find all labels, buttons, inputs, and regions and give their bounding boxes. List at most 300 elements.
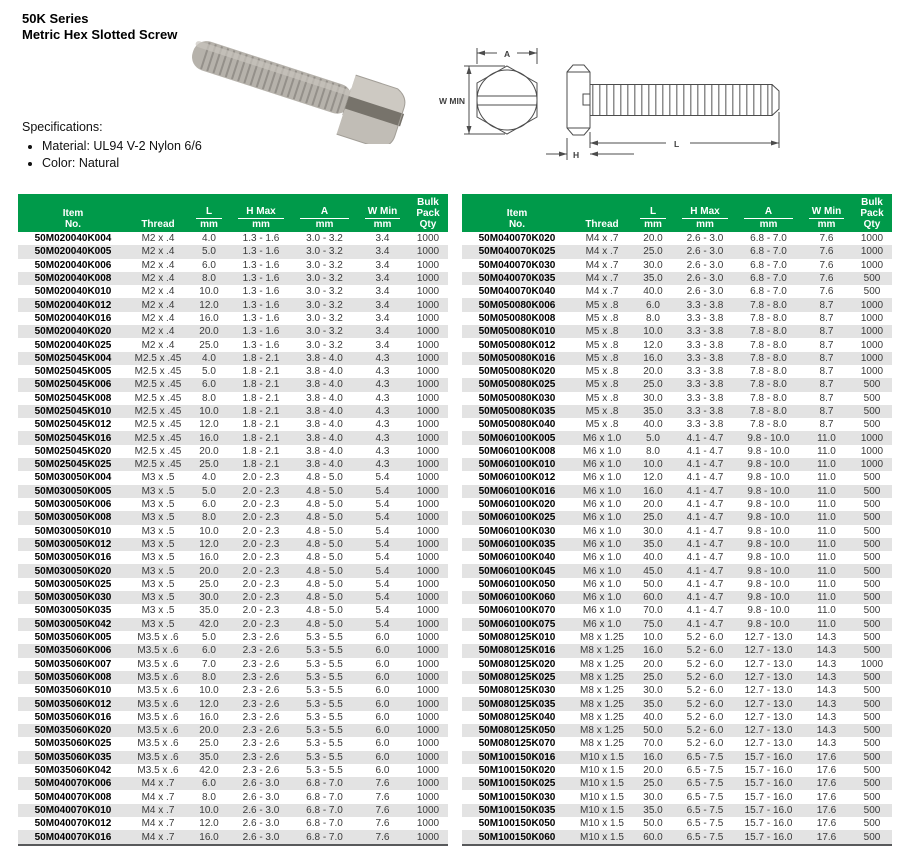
table-row <box>462 684 892 697</box>
cell-l-mm: 35.0 <box>199 751 219 763</box>
cell-item-no: 50M100150K025 <box>478 778 556 790</box>
cell-l-mm: 6.0 <box>202 645 216 657</box>
cell-bulk-pack-qty: 1000 <box>416 632 440 644</box>
cell-w-min-mm: 17.6 <box>816 778 837 790</box>
cell-w-min-mm: 3.4 <box>375 246 390 258</box>
cell-a-mm: 3.8 - 4.0 <box>306 459 343 471</box>
spec-material: • Material: UL94 V-2 Nylon 6/6 <box>42 138 202 155</box>
cell-w-min-mm: 11.0 <box>817 578 836 590</box>
cell-a-mm: 6.8 - 7.0 <box>306 778 343 790</box>
cell-bulk-pack-qty: 500 <box>863 698 881 710</box>
cell-l-mm: 8.0 <box>646 445 660 457</box>
table-row <box>462 538 892 551</box>
cell-bulk-pack-qty: 1000 <box>416 259 440 271</box>
table-row <box>462 272 892 285</box>
table-row <box>18 525 448 538</box>
cell-thread: M4 x .7 <box>141 804 175 816</box>
cell-a-mm: 3.8 - 4.0 <box>306 419 343 431</box>
cell-w-min-mm: 8.7 <box>819 352 834 364</box>
cell-thread: M3 x .5 <box>141 592 175 604</box>
cell-a-mm: 9.8 - 10.0 <box>747 459 790 471</box>
cell-thread: M8 x 1.25 <box>580 725 624 737</box>
table-row <box>462 564 892 577</box>
cell-bulk-pack-qty: 1000 <box>416 512 440 524</box>
col-header-qty: Bulk Pack Qty <box>852 194 892 232</box>
cell-bulk-pack-qty: 1000 <box>860 352 884 364</box>
cell-thread: M3 x .5 <box>141 512 175 524</box>
cell-w-min-mm: 8.7 <box>819 392 834 404</box>
cell-thread: M2.5 x .45 <box>134 419 182 431</box>
cell-l-mm: 5.0 <box>202 485 216 497</box>
cell-w-min-mm: 11.0 <box>817 432 836 444</box>
spec-color: • Color: Natural <box>42 155 202 172</box>
cell-l-mm: 45.0 <box>643 565 663 577</box>
cell-h-max-mm: 2.0 - 2.3 <box>242 592 280 604</box>
table-row <box>462 232 892 245</box>
cell-l-mm: 30.0 <box>643 685 663 697</box>
table-row <box>18 378 448 391</box>
cell-h-max-mm: 4.1 - 4.7 <box>686 605 724 617</box>
cell-w-min-mm: 11.0 <box>817 512 836 524</box>
cell-a-mm: 12.7 - 13.0 <box>744 671 793 683</box>
cell-a-mm: 9.8 - 10.0 <box>747 538 790 550</box>
cell-a-mm: 12.7 - 13.0 <box>744 725 793 737</box>
cell-thread: M10 x 1.5 <box>580 751 624 763</box>
cell-l-mm: 70.0 <box>643 605 663 617</box>
cell-a-mm: 4.8 - 5.0 <box>306 525 343 537</box>
table-row <box>18 498 448 511</box>
table-row <box>18 591 448 604</box>
cell-item-no: 50M025045K008 <box>34 392 112 404</box>
cell-item-no: 50M080125K040 <box>478 711 556 723</box>
cell-thread: M4 x .7 <box>141 778 175 790</box>
table-row <box>462 804 892 817</box>
cell-h-max-mm: 2.6 - 3.0 <box>242 791 280 803</box>
cell-thread: M3.5 x .6 <box>137 645 179 657</box>
cell-w-min-mm: 14.3 <box>816 725 837 737</box>
table-row <box>18 232 448 245</box>
cell-h-max-mm: 2.6 - 3.0 <box>686 273 724 285</box>
spec-table-left <box>18 194 448 846</box>
table-row <box>462 498 892 511</box>
cell-h-max-mm: 4.1 - 4.7 <box>686 525 724 537</box>
cell-item-no: 50M050080K012 <box>478 339 556 351</box>
cell-l-mm: 4.0 <box>202 352 216 364</box>
cell-thread: M3.5 x .6 <box>137 765 179 777</box>
cell-thread: M3.5 x .6 <box>137 738 179 750</box>
cell-item-no: 50M050080K020 <box>478 366 556 378</box>
cell-bulk-pack-qty: 1000 <box>860 246 884 258</box>
cell-item-no: 50M050080K025 <box>478 379 556 391</box>
cell-w-min-mm: 3.4 <box>375 259 390 271</box>
table-header <box>18 194 448 232</box>
cell-item-no: 50M050080K016 <box>478 352 556 364</box>
cell-h-max-mm: 1.3 - 1.6 <box>242 273 280 285</box>
cell-h-max-mm: 5.2 - 6.0 <box>686 738 724 750</box>
cell-bulk-pack-qty: 1000 <box>416 751 440 763</box>
cell-w-min-mm: 5.4 <box>375 512 390 524</box>
cell-bulk-pack-qty: 500 <box>863 525 881 537</box>
cell-item-no: 50M060100K045 <box>478 565 556 577</box>
cell-w-min-mm: 7.6 <box>375 831 390 843</box>
cell-h-max-mm: 4.1 - 4.7 <box>686 499 724 511</box>
cell-l-mm: 8.0 <box>202 512 216 524</box>
cell-bulk-pack-qty: 1000 <box>860 366 884 378</box>
cell-l-mm: 35.0 <box>643 406 663 417</box>
cell-l-mm: 30.0 <box>643 259 663 271</box>
cell-bulk-pack-qty: 500 <box>863 578 881 590</box>
cell-w-min-mm: 3.4 <box>375 286 390 298</box>
table-row <box>18 578 448 591</box>
cell-l-mm: 25.0 <box>199 738 219 750</box>
cell-a-mm: 5.3 - 5.5 <box>306 698 343 710</box>
cell-bulk-pack-qty: 500 <box>863 751 881 763</box>
cell-h-max-mm: 3.3 - 3.8 <box>686 326 724 338</box>
cell-l-mm: 12.0 <box>199 698 219 710</box>
cell-a-mm: 12.7 - 13.0 <box>744 685 793 697</box>
table-row <box>18 564 448 577</box>
cell-thread: M5 x .8 <box>585 339 619 351</box>
table-row <box>18 751 448 764</box>
cell-bulk-pack-qty: 1000 <box>416 618 440 630</box>
cell-w-min-mm: 11.0 <box>817 485 836 497</box>
table-row <box>462 259 892 272</box>
specs-heading: Specifications: <box>22 120 103 134</box>
cell-thread: M3 x .5 <box>141 565 175 577</box>
cell-w-min-mm: 14.3 <box>816 671 837 683</box>
cell-l-mm: 25.0 <box>199 578 219 590</box>
cell-w-min-mm: 11.0 <box>817 538 836 550</box>
cell-l-mm: 6.0 <box>202 379 216 391</box>
cell-thread: M5 x .8 <box>585 392 619 404</box>
cell-item-no: 50M025045K016 <box>34 432 112 444</box>
cell-thread: M3 x .5 <box>141 578 175 590</box>
cell-a-mm: 7.8 - 8.0 <box>750 392 787 404</box>
table-row <box>18 458 448 471</box>
cell-w-min-mm: 14.3 <box>816 632 837 644</box>
cell-a-mm: 7.8 - 8.0 <box>750 419 787 431</box>
cell-bulk-pack-qty: 500 <box>863 791 881 803</box>
cell-item-no: 50M060100K010 <box>478 459 556 471</box>
cell-h-max-mm: 2.0 - 2.3 <box>242 565 280 577</box>
cell-l-mm: 12.0 <box>199 538 219 550</box>
cell-item-no: 50M080125K010 <box>478 632 556 644</box>
table-row <box>18 658 448 671</box>
cell-w-min-mm: 7.6 <box>819 273 834 285</box>
dim-label-l: L <box>674 139 680 149</box>
cell-item-no: 50M040070K020 <box>478 233 556 245</box>
cell-w-min-mm: 6.0 <box>375 765 390 777</box>
cell-item-no: 50M080125K050 <box>478 725 556 737</box>
cell-h-max-mm: 2.0 - 2.3 <box>242 472 280 484</box>
cell-thread: M2.5 x .45 <box>134 392 182 404</box>
cell-h-max-mm: 6.5 - 7.5 <box>686 791 724 803</box>
table-row <box>462 245 892 258</box>
cell-w-min-mm: 11.0 <box>817 552 836 564</box>
cell-bulk-pack-qty: 500 <box>863 419 881 431</box>
cell-l-mm: 20.0 <box>199 445 219 457</box>
cell-bulk-pack-qty: 1000 <box>416 725 440 737</box>
cell-h-max-mm: 2.3 - 2.6 <box>242 698 280 710</box>
table-row <box>18 737 448 750</box>
cell-h-max-mm: 6.5 - 7.5 <box>686 818 724 830</box>
cell-h-max-mm: 2.0 - 2.3 <box>242 525 280 537</box>
cell-item-no: 50M040070K025 <box>478 246 556 258</box>
cell-item-no: 50M080125K020 <box>478 658 556 670</box>
cell-item-no: 50M060100K050 <box>478 578 556 590</box>
cell-a-mm: 3.0 - 3.2 <box>306 326 343 338</box>
cell-item-no: 50M060100K005 <box>478 432 556 444</box>
cell-l-mm: 12.0 <box>643 339 663 351</box>
cell-a-mm: 15.7 - 16.0 <box>744 791 793 803</box>
cell-l-mm: 6.0 <box>646 299 660 311</box>
cell-a-mm: 15.7 - 16.0 <box>744 778 793 790</box>
cell-thread: M5 x .8 <box>585 312 619 324</box>
cell-item-no: 50M020040K020 <box>34 326 112 338</box>
cell-bulk-pack-qty: 500 <box>863 512 881 524</box>
cell-w-min-mm: 14.3 <box>816 738 837 750</box>
cell-w-min-mm: 7.6 <box>375 804 390 816</box>
page-title <box>22 11 177 43</box>
table-row <box>462 418 892 431</box>
table-row <box>462 458 892 471</box>
table-row <box>18 697 448 710</box>
cell-bulk-pack-qty: 1000 <box>416 605 440 617</box>
table-row <box>18 418 448 431</box>
cell-bulk-pack-qty: 500 <box>863 831 881 843</box>
cell-w-min-mm: 17.6 <box>816 765 837 777</box>
cell-l-mm: 25.0 <box>643 379 663 391</box>
cell-l-mm: 4.0 <box>202 233 216 245</box>
table-row <box>18 551 448 564</box>
table-row <box>18 272 448 285</box>
cell-thread: M2.5 x .45 <box>134 366 182 378</box>
cell-w-min-mm: 11.0 <box>817 525 836 537</box>
cell-l-mm: 50.0 <box>643 818 663 830</box>
cell-a-mm: 7.8 - 8.0 <box>750 379 787 391</box>
cell-a-mm: 3.0 - 3.2 <box>306 339 343 351</box>
cell-bulk-pack-qty: 1000 <box>416 312 440 324</box>
cell-item-no: 50M050080K006 <box>478 299 556 311</box>
cell-bulk-pack-qty: 1000 <box>416 671 440 683</box>
cell-item-no: 50M060100K035 <box>478 538 556 550</box>
cell-w-min-mm: 3.4 <box>375 299 390 311</box>
cell-bulk-pack-qty: 500 <box>863 538 881 550</box>
cell-l-mm: 16.0 <box>643 751 663 763</box>
cell-a-mm: 6.8 - 7.0 <box>306 804 343 816</box>
table-row <box>18 618 448 631</box>
cell-a-mm: 5.3 - 5.5 <box>306 632 343 644</box>
cell-h-max-mm: 2.6 - 3.0 <box>242 818 280 830</box>
cell-w-min-mm: 3.4 <box>375 339 390 351</box>
cell-h-max-mm: 4.1 - 4.7 <box>686 459 724 471</box>
cell-h-max-mm: 2.0 - 2.3 <box>242 618 280 630</box>
cell-item-no: 50M020040K004 <box>34 233 112 245</box>
cell-bulk-pack-qty: 1000 <box>416 392 440 404</box>
cell-a-mm: 5.3 - 5.5 <box>306 711 343 723</box>
cell-l-mm: 30.0 <box>199 592 219 604</box>
cell-thread: M5 x .8 <box>585 419 619 431</box>
cell-item-no: 50M040070K012 <box>34 818 112 830</box>
cell-item-no: 50M040070K006 <box>34 778 112 790</box>
cell-h-max-mm: 2.0 - 2.3 <box>242 512 280 524</box>
cell-item-no: 50M030050K016 <box>34 552 112 564</box>
product-title: Metric Hex Slotted Screw <box>22 27 178 42</box>
cell-h-max-mm: 1.8 - 2.1 <box>242 366 280 378</box>
cell-l-mm: 25.0 <box>199 459 219 471</box>
cell-w-min-mm: 8.7 <box>819 366 834 378</box>
cell-bulk-pack-qty: 1000 <box>416 366 440 378</box>
cell-w-min-mm: 14.3 <box>816 685 837 697</box>
cell-thread: M4 x .7 <box>141 831 175 843</box>
cell-bulk-pack-qty: 500 <box>863 485 881 497</box>
cell-bulk-pack-qty: 1000 <box>416 658 440 670</box>
cell-a-mm: 3.0 - 3.2 <box>306 233 343 245</box>
cell-h-max-mm: 1.3 - 1.6 <box>242 339 280 351</box>
cell-l-mm: 40.0 <box>643 711 663 723</box>
cell-item-no: 50M060100K016 <box>478 485 556 497</box>
table-row <box>462 737 892 750</box>
cell-a-mm: 9.8 - 10.0 <box>747 618 790 630</box>
cell-w-min-mm: 17.6 <box>816 791 837 803</box>
cell-thread: M8 x 1.25 <box>580 685 624 697</box>
cell-h-max-mm: 6.5 - 7.5 <box>686 778 724 790</box>
cell-a-mm: 6.8 - 7.0 <box>750 233 787 245</box>
cell-thread: M6 x 1.0 <box>582 459 622 471</box>
cell-item-no: 50M040070K008 <box>34 791 112 803</box>
cell-thread: M2 x .4 <box>141 273 175 285</box>
cell-thread: M6 x 1.0 <box>582 618 622 630</box>
cell-item-no: 50M020040K008 <box>34 273 112 285</box>
cell-w-min-mm: 7.6 <box>375 791 390 803</box>
table-row <box>462 751 892 764</box>
cell-item-no: 50M050080K030 <box>478 392 556 404</box>
cell-thread: M3 x .5 <box>141 472 175 484</box>
table-row <box>462 591 892 604</box>
cell-w-min-mm: 6.0 <box>375 645 390 657</box>
cell-bulk-pack-qty: 500 <box>863 286 881 298</box>
cell-item-no: 50M040070K040 <box>478 286 556 298</box>
table-row <box>18 671 448 684</box>
cell-thread: M6 x 1.0 <box>582 592 622 604</box>
cell-w-min-mm: 11.0 <box>817 472 836 484</box>
cell-item-no: 50M080125K070 <box>478 738 556 750</box>
cell-w-min-mm: 7.6 <box>375 818 390 830</box>
cell-thread: M5 x .8 <box>585 406 619 417</box>
cell-l-mm: 75.0 <box>643 618 663 630</box>
cell-l-mm: 35.0 <box>199 605 219 617</box>
cell-a-mm: 6.8 - 7.0 <box>750 246 787 258</box>
cell-thread: M6 x 1.0 <box>582 538 622 550</box>
cell-item-no: 50M035060K042 <box>34 765 112 777</box>
cell-w-min-mm: 11.0 <box>817 605 836 617</box>
cell-a-mm: 3.0 - 3.2 <box>306 246 343 258</box>
cell-w-min-mm: 6.0 <box>375 632 390 644</box>
cell-item-no: 50M100150K035 <box>478 804 556 816</box>
cell-a-mm: 4.8 - 5.0 <box>306 472 343 484</box>
cell-w-min-mm: 5.4 <box>375 525 390 537</box>
cell-h-max-mm: 3.3 - 3.8 <box>686 392 724 404</box>
col-header-hmax: H Max mm <box>674 194 736 232</box>
cell-h-max-mm: 2.0 - 2.3 <box>242 578 280 590</box>
cell-w-min-mm: 17.6 <box>816 804 837 816</box>
cell-w-min-mm: 5.4 <box>375 578 390 590</box>
cell-thread: M5 x .8 <box>585 366 619 378</box>
cell-item-no: 50M030050K004 <box>34 472 112 484</box>
table-row <box>18 804 448 817</box>
cell-a-mm: 3.0 - 3.2 <box>306 299 343 311</box>
cell-l-mm: 35.0 <box>643 804 663 816</box>
cell-a-mm: 7.8 - 8.0 <box>750 299 787 311</box>
cell-item-no: 50M100150K030 <box>478 791 556 803</box>
cell-h-max-mm: 2.0 - 2.3 <box>242 485 280 497</box>
cell-bulk-pack-qty: 1000 <box>416 352 440 364</box>
cell-thread: M4 x .7 <box>141 818 175 830</box>
cell-l-mm: 25.0 <box>199 339 219 351</box>
cell-w-min-mm: 5.4 <box>375 552 390 564</box>
cell-h-max-mm: 1.3 - 1.6 <box>242 286 280 298</box>
cell-thread: M2.5 x .45 <box>134 352 182 364</box>
cell-bulk-pack-qty: 1000 <box>416 499 440 511</box>
table-row <box>18 538 448 551</box>
cell-l-mm: 60.0 <box>643 831 663 843</box>
cell-item-no: 50M100150K020 <box>478 765 556 777</box>
cell-h-max-mm: 2.6 - 3.0 <box>242 778 280 790</box>
cell-l-mm: 8.0 <box>202 671 216 683</box>
cell-h-max-mm: 4.1 - 4.7 <box>686 592 724 604</box>
col-header-l: L mm <box>632 194 674 232</box>
cell-thread: M6 x 1.0 <box>582 472 622 484</box>
cell-w-min-mm: 14.3 <box>816 711 837 723</box>
cell-h-max-mm: 5.2 - 6.0 <box>686 632 724 644</box>
cell-item-no: 50M020040K006 <box>34 259 112 271</box>
cell-w-min-mm: 4.3 <box>375 432 390 444</box>
cell-bulk-pack-qty: 1000 <box>416 419 440 431</box>
cell-a-mm: 9.8 - 10.0 <box>747 512 790 524</box>
cell-item-no: 50M050080K008 <box>478 312 556 324</box>
cell-h-max-mm: 1.3 - 1.6 <box>242 326 280 338</box>
dim-label-wmin: W MIN <box>439 96 465 106</box>
table-row <box>18 259 448 272</box>
cell-h-max-mm: 3.3 - 3.8 <box>686 379 724 391</box>
table-row <box>462 405 892 418</box>
cell-item-no: 50M025045K020 <box>34 445 112 457</box>
cell-item-no: 50M025045K005 <box>34 366 112 378</box>
cell-w-min-mm: 5.4 <box>375 592 390 604</box>
cell-a-mm: 6.8 - 7.0 <box>306 791 343 803</box>
cell-a-mm: 12.7 - 13.0 <box>744 698 793 710</box>
cell-w-min-mm: 17.6 <box>816 831 837 843</box>
table-row <box>462 644 892 657</box>
cell-h-max-mm: 2.3 - 2.6 <box>242 711 280 723</box>
cell-h-max-mm: 1.3 - 1.6 <box>242 246 280 258</box>
cell-bulk-pack-qty: 1000 <box>416 379 440 391</box>
cell-h-max-mm: 2.3 - 2.6 <box>242 658 280 670</box>
cell-l-mm: 16.0 <box>643 485 663 497</box>
table-row <box>18 830 448 844</box>
dim-label-h: H <box>573 150 580 160</box>
cell-w-min-mm: 14.3 <box>816 658 837 670</box>
cell-l-mm: 30.0 <box>643 525 663 537</box>
cell-w-min-mm: 6.0 <box>375 711 390 723</box>
table-row <box>462 604 892 617</box>
cell-w-min-mm: 7.6 <box>819 259 834 271</box>
table-row <box>18 445 448 458</box>
cell-l-mm: 20.0 <box>199 326 219 338</box>
cell-l-mm: 60.0 <box>643 592 663 604</box>
cell-l-mm: 30.0 <box>643 791 663 803</box>
cell-w-min-mm: 6.0 <box>375 725 390 737</box>
